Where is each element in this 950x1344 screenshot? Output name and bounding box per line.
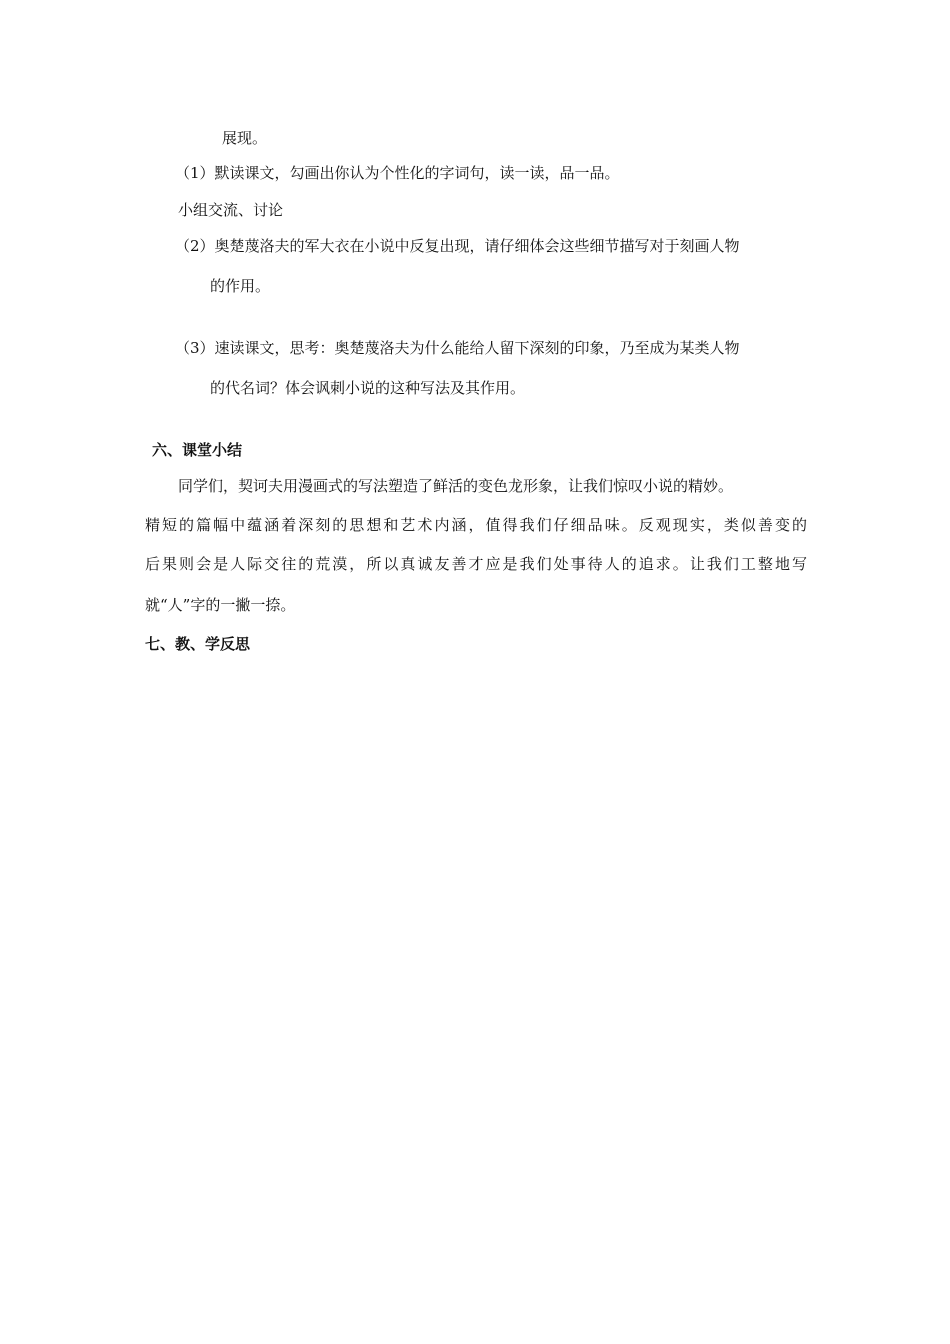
summary-line-3: 后果则会是人际交往的荒漠，所以真诚友善才应是我们处事待人的追求。让我们工整地写 (145, 555, 807, 573)
group-discussion-note: 小组交流、讨论 (178, 201, 284, 219)
question-2-line-1: （2）奥楚蔑洛夫的军大衣在小说中反复出现，请仔细体会这些细节描写对于刻画人物 (175, 237, 740, 255)
summary-line-1: 同学们，契诃夫用漫画式的写法塑造了鲜活的变色龙形象，让我们惊叹小说的精妙。 (178, 477, 734, 495)
question-2-line-2: 的作用。 (210, 277, 271, 295)
section-7-heading: 七、教、学反思 (145, 635, 251, 653)
summary-line-2: 精短的篇幅中蕴涵着深刻的思想和艺术内涵，值得我们仔细品味。反观现实，类似善变的 (145, 516, 807, 534)
question-3-line-1: （3）速读课文，思考：奥楚蔑洛夫为什么能给人留下深刻的印象，乃至成为某类人物 (175, 339, 740, 357)
summary-line-4: 就“人”字的一撇一捺。 (145, 596, 296, 614)
question-3-line-2: 的代名词？体会讽刺小说的这种写法及其作用。 (210, 379, 526, 397)
section5-continuation: 展现。 (222, 129, 268, 147)
question-1: （1）默读课文，勾画出你认为个性化的字词句，读一读，品一品。 (175, 164, 620, 182)
section-6-heading: 六、课堂小结 (152, 441, 243, 459)
